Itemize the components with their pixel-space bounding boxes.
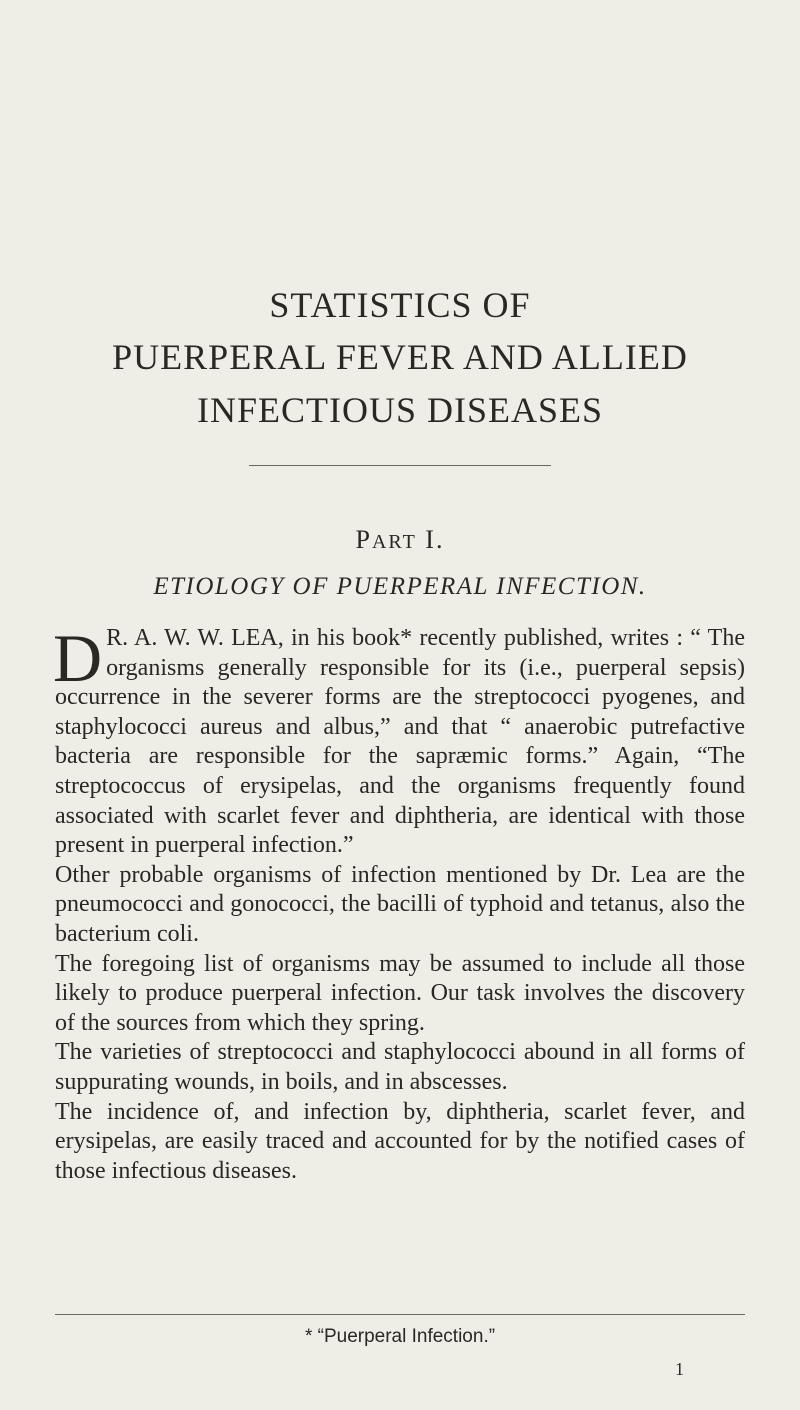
part-heading-numeral: I. [416,525,445,554]
title-line-3: INFECTIOUS DISEASES [196,390,604,430]
part-heading-smallcaps: ART [371,531,417,553]
body-text [53,620,745,1186]
footnote: * “Puerperal Infection.” [304,1326,496,1347]
page-number: 1 [675,1359,684,1379]
paragraph-4: The varieties of streptococci and staphylococci abound in all forms of suppurating wounds, in boils, and in abscesses. [55,1039,745,1095]
paragraph-2: Other probable organisms of infection mentioned by Dr. Lea are the pneumococci and gonococci, the bacilli of typhoid and tetanus, also the bacterium coli. [55,861,745,947]
paragraph-3: The foregoing list of organisms may be assumed to include all those likely to produce puerperal infection. Our task involves the discovery of the sources from which they spring. [55,950,745,1036]
title-divider [249,465,551,466]
section-heading: ETIOLOGY OF PUERPERAL INFECTION. [153,573,647,600]
title-line-2: PUERPERAL FEVER AND ALLIED [112,337,688,377]
paragraph-1-text: R. A. W. W. LEA, in his book* recently published, writes : “ The organisms generally responsible for its (i.e., puerperal sepsis) occurrence in the severer forms are the streptococci pyogenes, and staphylococci aureus and albus,” and that “ anaerobic putrefactive bacteria are responsible for the sapræmic forms.” Again, “The streptococcus of erysipelas, and the organisms frequently found associated with scarlet fever and diphtheria, are identical with those present in puerperal infection.” [55,625,745,859]
drop-cap: D [53,620,103,696]
title-line-1: STATISTICS OF [269,285,531,325]
paragraph-5: The incidence of, and infection by, diphtheria, scarlet fever, and erysipelas, are easily traced and accounted for by the notified cases of those infectious diseases. [55,1098,745,1184]
footnote-divider [55,1314,745,1315]
part-heading-initial: P [355,525,372,554]
part-heading [0,527,800,553]
paragraph-1 [53,620,745,861]
